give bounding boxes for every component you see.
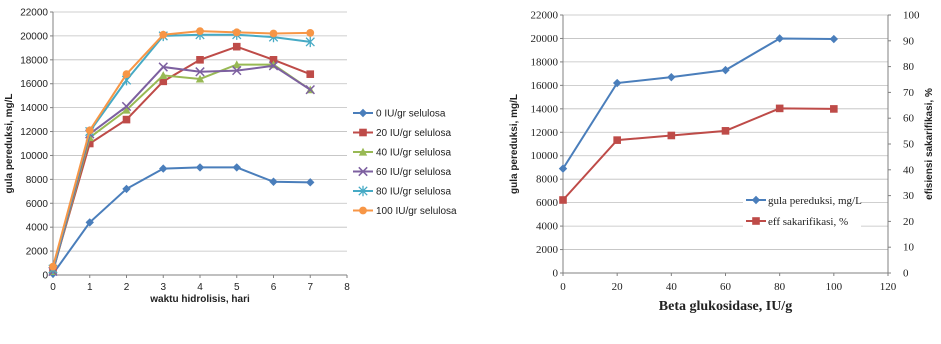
data-point xyxy=(159,164,167,172)
y-tick-label: 18000 xyxy=(20,55,48,67)
legend-label: 60 IU/gr selulosa xyxy=(376,167,452,178)
y-tick-label: 12000 xyxy=(530,126,558,139)
data-point xyxy=(776,105,784,113)
x-tick-label: 3 xyxy=(160,282,167,293)
legend-label: 80 IU/gr selulosa xyxy=(376,186,452,198)
data-point xyxy=(196,163,204,171)
y2-tick-label: 0 xyxy=(903,267,909,280)
y-tick-label: 6000 xyxy=(25,198,48,210)
series-1 xyxy=(559,105,837,204)
y-tick-label: 20000 xyxy=(530,32,558,45)
data-point xyxy=(49,263,57,271)
data-point xyxy=(721,66,729,74)
legend-swatch-marker xyxy=(359,109,367,117)
x-axis-title: waktu hidrolisis, hari xyxy=(150,294,250,305)
legend-swatch-marker xyxy=(359,129,367,137)
y-tick-label: 2000 xyxy=(25,246,48,258)
data-point xyxy=(559,196,567,204)
data-point xyxy=(667,73,675,81)
y-tick-label: 16000 xyxy=(20,79,48,91)
y2-axis-title: efisiensi sakarifikasi, % xyxy=(924,88,935,200)
legend-label: 100 IU/gr selulosa xyxy=(376,206,457,217)
legend-swatch-marker xyxy=(359,207,367,215)
legend-swatch-marker xyxy=(752,217,760,225)
data-point xyxy=(233,28,241,36)
y-tick-label: 12000 xyxy=(20,127,48,139)
x-tick-label: 40 xyxy=(665,281,677,293)
y-tick-label: 4000 xyxy=(25,222,48,234)
y-tick-label: 4000 xyxy=(536,220,558,233)
data-point xyxy=(233,163,241,171)
y-tick-label: 0 xyxy=(42,270,48,282)
legend-hidrolisis xyxy=(353,109,457,218)
series-line xyxy=(53,47,310,271)
y-tick-label: 16000 xyxy=(530,79,558,92)
y-tick-label: 6000 xyxy=(536,197,558,210)
legend-label: 40 IU/gr selulosa xyxy=(376,147,452,159)
x-tick-label: 0 xyxy=(560,281,566,293)
data-point xyxy=(306,29,314,37)
series-0 xyxy=(559,34,838,173)
series-0 xyxy=(49,163,315,278)
legend-beta-glukosidase xyxy=(743,191,862,229)
legend-label: 0 IU/gr selulosa xyxy=(376,108,446,120)
y-tick-label: 0 xyxy=(552,267,558,280)
data-point xyxy=(123,116,131,124)
data-point xyxy=(830,105,838,113)
y2-tick-label: 90 xyxy=(903,35,914,48)
y-tick-label: 10000 xyxy=(20,150,48,162)
y-tick-label: 8000 xyxy=(536,173,558,186)
legend-label: eff sakarifikasi, % xyxy=(768,216,849,228)
x-tick-label: 7 xyxy=(307,282,314,293)
data-point xyxy=(196,27,204,35)
y2-tick-label: 40 xyxy=(903,164,914,177)
y-tick-label: 22000 xyxy=(530,9,558,22)
y-tick-label: 18000 xyxy=(530,56,558,69)
y2-tick-label: 30 xyxy=(903,190,914,203)
data-point xyxy=(830,35,838,43)
y-tick-label: 14000 xyxy=(530,103,558,116)
y2-tick-label: 50 xyxy=(903,138,914,151)
data-point xyxy=(233,43,241,51)
data-point xyxy=(86,126,94,134)
series-line xyxy=(563,38,834,168)
x-axis-title: Beta glukosidase, IU/g xyxy=(658,299,793,314)
x-tick-label: 120 xyxy=(879,281,897,293)
x-tick-label: 100 xyxy=(825,281,843,293)
x-tick-label: 1 xyxy=(86,282,93,293)
series-line xyxy=(563,108,834,200)
y2-tick-label: 10 xyxy=(903,241,914,254)
y2-tick-label: 70 xyxy=(903,86,914,99)
chart-beta-glukosidase xyxy=(509,10,935,315)
y-tick-label: 8000 xyxy=(25,174,48,186)
data-point xyxy=(306,70,314,78)
data-point xyxy=(269,178,277,186)
x-tick-label: 60 xyxy=(720,281,731,293)
y-tick-label: 22000 xyxy=(20,7,48,19)
y2-tick-label: 60 xyxy=(903,112,914,125)
y2-tick-label: 80 xyxy=(903,61,914,74)
data-point xyxy=(775,34,783,42)
y-axis-title: gula pereduksi, mg/L xyxy=(4,93,15,194)
data-point xyxy=(668,132,676,140)
y-tick-label: 20000 xyxy=(20,31,48,43)
data-point xyxy=(270,30,278,38)
y2-tick-label: 20 xyxy=(903,215,914,228)
data-point xyxy=(613,136,621,144)
y2-tick-label: 100 xyxy=(903,9,920,22)
x-tick-label: 6 xyxy=(270,282,277,293)
y-axis-title: gula pereduksi, mg/L xyxy=(509,93,520,195)
x-tick-label: 5 xyxy=(233,282,240,293)
data-point xyxy=(722,127,730,135)
x-tick-label: 2 xyxy=(123,282,130,293)
y-tick-label: 14000 xyxy=(20,103,48,115)
chart-hidrolisis xyxy=(4,8,457,306)
x-tick-label: 8 xyxy=(344,282,350,293)
legend-label: gula pereduksi, mg/L xyxy=(768,195,862,207)
x-tick-label: 0 xyxy=(50,282,56,293)
y-tick-label: 2000 xyxy=(536,244,558,257)
legend-label: 20 IU/gr selulosa xyxy=(376,128,452,139)
x-tick-label: 80 xyxy=(774,281,786,293)
data-point xyxy=(123,70,131,78)
x-tick-label: 20 xyxy=(611,281,623,293)
data-point xyxy=(196,56,204,64)
x-tick-label: 4 xyxy=(197,282,203,293)
data-point xyxy=(159,31,167,39)
y-tick-label: 10000 xyxy=(530,150,558,163)
